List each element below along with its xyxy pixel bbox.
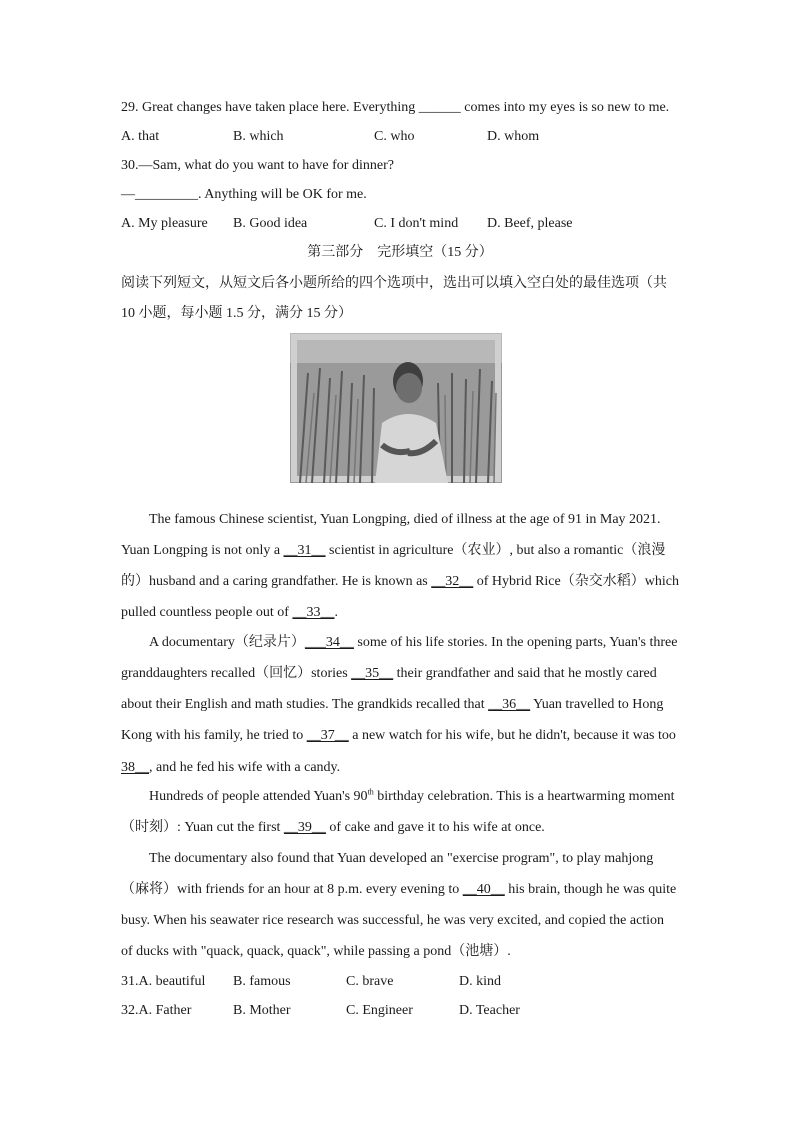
passage-text bbox=[121, 542, 665, 560]
option-c: C. Engineer bbox=[346, 1003, 413, 1018]
option-c: C. who bbox=[374, 129, 415, 144]
blank-39: __39__ bbox=[283, 820, 326, 835]
passage-text: 的）husband and a caring grandfather. He is known as bbox=[121, 574, 432, 589]
passage-text: The famous Chinese scientist, Yuan Longping, died of illness at the age of 91 in May 2021. bbox=[149, 512, 661, 527]
question-31-options bbox=[121, 973, 721, 991]
passage-text: The documentary also found that Yuan developed an "exercise program", to play mahjong bbox=[149, 851, 654, 866]
passage-text: of cake and gave it to his wife at once. bbox=[325, 820, 545, 835]
passage-text bbox=[149, 634, 677, 652]
passage-text: of Hybrid Rice（杂交水稻）which bbox=[473, 574, 679, 589]
passage-text bbox=[121, 665, 657, 683]
option-d: D. kind bbox=[459, 974, 501, 989]
passage-text bbox=[149, 788, 674, 806]
blank-37: __37__ bbox=[306, 728, 349, 743]
passage-text: of ducks with "quack, quack, quack", while passing a pond（池塘）. bbox=[121, 944, 511, 959]
blank-35: __35__ bbox=[351, 666, 394, 681]
passage-text: about their English and math studies. The grandkids recalled that bbox=[121, 697, 489, 712]
section-heading: 第三部分 完形填空（15 分） bbox=[307, 245, 493, 260]
passage-text bbox=[121, 759, 340, 777]
option-b: B. which bbox=[233, 129, 284, 144]
passage-text bbox=[121, 696, 663, 714]
passage-text: （麻将）with friends for an hour at 8 p.m. every evening to bbox=[121, 882, 463, 897]
option-c: C. brave bbox=[346, 974, 394, 989]
passage-text: Yuan travelled to Hong bbox=[530, 697, 664, 712]
passage-text bbox=[121, 604, 338, 622]
option-d: D. Teacher bbox=[459, 1003, 520, 1018]
blank-36: __36__ bbox=[488, 697, 531, 712]
passage-text: birthday celebration. This is a heartwarming moment bbox=[373, 789, 675, 804]
option-a: A. that bbox=[121, 129, 160, 144]
blank-38: 38__ bbox=[121, 760, 149, 775]
passage-text: pulled countless people out of bbox=[121, 605, 293, 620]
passage-text: . bbox=[334, 605, 338, 620]
option-a: 32.A. Father bbox=[121, 1003, 192, 1018]
question-30-reply: —_________. Anything will be OK for me. bbox=[121, 187, 367, 202]
portrait-photo bbox=[290, 333, 502, 483]
blank-32: __32__ bbox=[431, 574, 474, 589]
option-b: B. Mother bbox=[233, 1003, 291, 1018]
blank-33: __33__ bbox=[292, 605, 335, 620]
section-instruction: 阅读下列短文，从短文后各小题所给的四个选项中，选出可以填入空白处的最佳选项（共 bbox=[121, 276, 667, 291]
question-29-options bbox=[121, 128, 721, 146]
option-b: B. famous bbox=[233, 974, 291, 989]
option-b: B. Good idea bbox=[233, 216, 308, 231]
question-32-options bbox=[121, 1002, 721, 1020]
passage-text bbox=[121, 819, 545, 837]
option-a: A. My pleasure bbox=[121, 216, 208, 231]
passage-text: granddaughters recalled（回忆）stories bbox=[121, 666, 352, 681]
section-instruction-cont: 10 小题，每小题 1.5 分，满分 15 分） bbox=[121, 306, 352, 321]
passage-text: Hundreds of people attended Yuan's 90 bbox=[149, 789, 368, 804]
passage-text: his brain, though he was quite bbox=[504, 882, 677, 897]
passage-text: （时刻）: Yuan cut the first bbox=[121, 820, 284, 835]
passage-text: A documentary（纪录片） bbox=[149, 635, 305, 650]
passage-text bbox=[121, 573, 679, 591]
blank-34: ___34__ bbox=[304, 635, 354, 650]
passage-text bbox=[121, 727, 676, 745]
passage-text: some of his life stories. In the opening parts, Yuan's three bbox=[353, 635, 678, 650]
option-d: D. whom bbox=[487, 129, 540, 144]
option-a: 31.A. beautiful bbox=[121, 974, 206, 989]
blank-40: __40__ bbox=[462, 882, 505, 897]
option-d: D. Beef, please bbox=[487, 216, 573, 231]
question-30-stem: 30.—Sam, what do you want to have for dinner? bbox=[121, 158, 394, 173]
superscript: th bbox=[367, 787, 374, 797]
passage-text: scientist in agriculture（农业）, but also a romantic（浪漫 bbox=[325, 543, 666, 558]
passage-text: , and he fed his wife with a candy. bbox=[149, 760, 341, 775]
passage-text: Kong with his family, he tried to bbox=[121, 728, 307, 743]
passage-text bbox=[121, 881, 676, 899]
passage-text: Yuan Longping is not only a bbox=[121, 543, 284, 558]
passage-text: a new watch for his wife, but he didn't, because it was too bbox=[348, 728, 676, 743]
question-30-options bbox=[121, 215, 721, 233]
portrait-photo-svg bbox=[290, 333, 502, 483]
passage-text: their grandfather and said that he mostly cared bbox=[393, 666, 657, 681]
blank-31: __31__ bbox=[283, 543, 326, 558]
option-c: C. I don't mind bbox=[374, 216, 459, 231]
question-29-stem: 29. Great changes have taken place here. Everything ______ comes into my eyes is so new to me. bbox=[121, 100, 670, 115]
passage-text: busy. When his seawater rice research was successful, he was very excited, and copied the action bbox=[121, 913, 665, 928]
